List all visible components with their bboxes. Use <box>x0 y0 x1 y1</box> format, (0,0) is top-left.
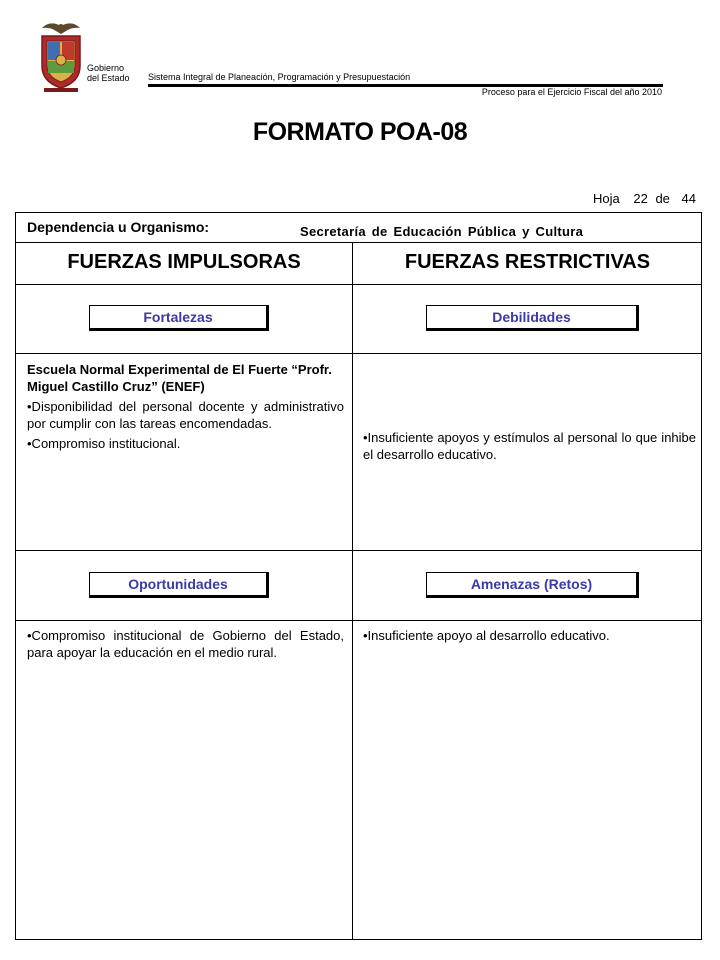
hoja-current: 22 <box>633 191 648 206</box>
amenazas-item: •Insuficiente apoyo al desarrollo educativo. <box>363 628 610 643</box>
fortalezas-item: •Compromiso institucional. <box>27 436 181 451</box>
hoja-label: Hoja <box>592 191 620 206</box>
debilidades-item: •Insuficiente apoyos y estímulos al personal lo que inhibe el desarrollo educativo. <box>363 430 696 462</box>
fortalezas-item: •Disponibilidad del personal docente y administrativo por cumplir con las tareas encomendadas. <box>27 399 344 431</box>
page-counter <box>560 191 696 206</box>
sistema-label: Sistema Integral de Planeación, Programación y Presupuestación <box>148 72 411 82</box>
oportunidades-label: Oportunidades <box>89 572 269 598</box>
hoja-total: 44 <box>681 191 696 206</box>
row-divider-1 <box>15 353 702 354</box>
amenazas-label: Amenazas (Retos) <box>426 572 639 598</box>
fortalezas-label: Fortalezas <box>89 305 269 331</box>
oportunidades-item: •Compromiso institucional de Gobierno del Estado, para apoyar la educación en el medio rural. <box>27 628 344 660</box>
debilidades-content <box>363 429 696 466</box>
proceso-label: Proceso para el Ejercicio Fiscal del año 2010 <box>481 87 662 97</box>
row-divider-2 <box>15 550 702 551</box>
row-divider-3 <box>15 620 702 621</box>
fuerzas-restrictivas-heading: FUERZAS RESTRICTIVAS <box>404 251 651 273</box>
amenazas-content <box>363 627 696 647</box>
dependencia-label: Dependencia u Organismo: <box>27 219 210 235</box>
dependencia-value: Secretaría de Educación Pública y Cultura <box>300 224 584 239</box>
gobierno-label <box>87 63 130 83</box>
fuerzas-impulsoras-heading: FUERZAS IMPULSORAS <box>67 251 301 273</box>
oportunidades-content <box>27 627 344 664</box>
fortalezas-content <box>27 361 344 455</box>
fortalezas-heading: Escuela Normal Experimental de El Fuerte “Profr. Miguel Castillo Cruz” (ENEF) <box>27 362 332 394</box>
gobierno-line1: Gobierno <box>87 63 125 73</box>
state-seal-icon <box>36 18 86 94</box>
page-title: FORMATO POA-08 <box>252 118 468 146</box>
hoja-de: de <box>655 191 670 206</box>
column-divider <box>352 243 353 940</box>
debilidades-label: Debilidades <box>426 305 639 331</box>
gobierno-line2: del Estado <box>87 73 130 83</box>
